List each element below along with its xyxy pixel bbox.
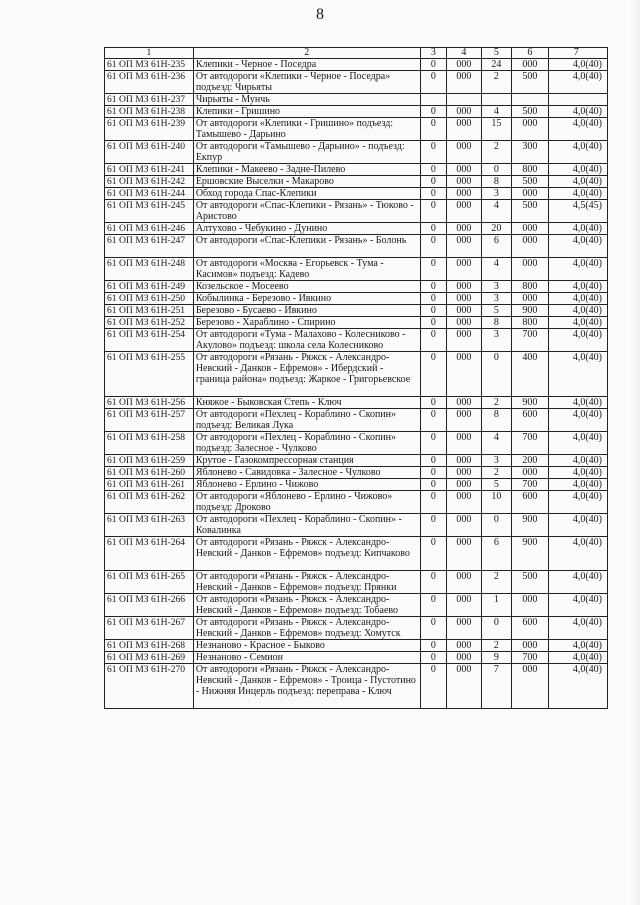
row-c3: 0 (420, 352, 446, 397)
row-name: От автодороги «Спас-Клепики - Рязань» - Тюково - Аристово (193, 200, 420, 223)
row-c6: 500 (512, 571, 548, 594)
row-c5: 0 (481, 617, 512, 640)
row-name: Козельское - Мосеево (193, 281, 420, 293)
row-c5: 2 (481, 141, 512, 164)
table-row (105, 71, 608, 94)
table-row (105, 571, 608, 594)
table-header-row (105, 48, 608, 59)
row-c5: 4 (481, 106, 512, 118)
row-c5: 2 (481, 571, 512, 594)
row-c4: 000 (447, 141, 482, 164)
row-code: 61 ОП МЗ 61Н-270 (105, 664, 194, 709)
row-c6: 000 (512, 664, 548, 709)
table-row (105, 258, 608, 281)
row-c4 (447, 94, 482, 106)
row-c4: 000 (447, 432, 482, 455)
row-c6: 400 (512, 352, 548, 397)
row-c3: 0 (420, 59, 446, 71)
row-c7: 4,0(40) (548, 594, 607, 617)
row-c4: 000 (447, 317, 482, 329)
table-row (105, 164, 608, 176)
row-code: 61 ОП МЗ 61Н-246 (105, 223, 194, 235)
row-c7: 4,0(40) (548, 352, 607, 397)
row-code: 61 ОП МЗ 61Н-241 (105, 164, 194, 176)
row-c4: 000 (447, 664, 482, 709)
row-c4: 000 (447, 59, 482, 71)
row-c5: 5 (481, 479, 512, 491)
row-c4: 000 (447, 118, 482, 141)
row-c5: 8 (481, 409, 512, 432)
table-row (105, 188, 608, 200)
header-col-2: 2 (193, 48, 420, 59)
row-code: 61 ОП МЗ 61Н-256 (105, 397, 194, 409)
row-c7: 4,0(40) (548, 176, 607, 188)
table-row (105, 514, 608, 537)
row-code: 61 ОП МЗ 61Н-257 (105, 409, 194, 432)
row-c7: 4,0(40) (548, 329, 607, 352)
row-name: Ершовские Выселки - Макарово (193, 176, 420, 188)
row-c7: 4,0(40) (548, 317, 607, 329)
row-c6: 800 (512, 317, 548, 329)
row-c6: 000 (512, 223, 548, 235)
row-c7: 4,0(40) (548, 537, 607, 571)
row-c6: 600 (512, 409, 548, 432)
row-c5: 2 (481, 640, 512, 652)
row-c4: 000 (447, 594, 482, 617)
row-c6: 900 (512, 514, 548, 537)
row-name: От автодороги «Пехлец - Кораблино - Скопин» - Ковалинка (193, 514, 420, 537)
row-c3: 0 (420, 514, 446, 537)
row-c4: 000 (447, 409, 482, 432)
row-code: 61 ОП МЗ 61Н-237 (105, 94, 194, 106)
row-c3: 0 (420, 293, 446, 305)
row-name: Яблонево - Ерлино - Чижово (193, 479, 420, 491)
row-c4: 000 (447, 164, 482, 176)
row-c7: 4,0(40) (548, 59, 607, 71)
table-row (105, 640, 608, 652)
row-code: 61 ОП МЗ 61Н-248 (105, 258, 194, 281)
row-name: Клепики - Гришино (193, 106, 420, 118)
row-code: 61 ОП МЗ 61Н-239 (105, 118, 194, 141)
row-c4: 000 (447, 352, 482, 397)
row-c7 (548, 94, 607, 106)
row-c3: 0 (420, 118, 446, 141)
row-name: Крутое - Газокомпрессорная станция (193, 455, 420, 467)
row-c4: 000 (447, 571, 482, 594)
row-c6: 800 (512, 281, 548, 293)
row-code: 61 ОП МЗ 61Н-235 (105, 59, 194, 71)
row-code: 61 ОП МЗ 61Н-263 (105, 514, 194, 537)
row-c6: 000 (512, 118, 548, 141)
header-col-6: 6 (512, 48, 548, 59)
row-c5: 8 (481, 176, 512, 188)
row-c4: 000 (447, 281, 482, 293)
row-code: 61 ОП МЗ 61Н-266 (105, 594, 194, 617)
row-code: 61 ОП МЗ 61Н-254 (105, 329, 194, 352)
row-c3: 0 (420, 188, 446, 200)
table-row (105, 594, 608, 617)
row-c6: 000 (512, 293, 548, 305)
row-code: 61 ОП МЗ 61Н-255 (105, 352, 194, 397)
row-c5: 20 (481, 223, 512, 235)
row-c6: 200 (512, 455, 548, 467)
row-c7: 4,0(40) (548, 188, 607, 200)
table-row (105, 432, 608, 455)
header-col-1: 1 (105, 48, 194, 59)
header-col-4: 4 (447, 48, 482, 59)
row-code: 61 ОП МЗ 61Н-267 (105, 617, 194, 640)
row-name: От автодороги «Спас-Клепики - Рязань» - Болонь (193, 235, 420, 258)
row-name: От автодороги «Рязань - Ряжск - Александро-Невский - Данков - Ефремов» подъезд: Кипчаково (193, 537, 420, 571)
row-c3: 0 (420, 617, 446, 640)
row-c6: 800 (512, 164, 548, 176)
row-c6: 000 (512, 258, 548, 281)
row-name: Обход города Спас-Клепики (193, 188, 420, 200)
row-c4: 000 (447, 223, 482, 235)
row-c7: 4,0(40) (548, 467, 607, 479)
row-c6: 000 (512, 594, 548, 617)
row-c7: 4,0(40) (548, 141, 607, 164)
row-c5: 9 (481, 652, 512, 664)
row-c7: 4,0(40) (548, 235, 607, 258)
row-code: 61 ОП МЗ 61Н-261 (105, 479, 194, 491)
row-c4: 000 (447, 329, 482, 352)
row-name: Княжое - Быковская Степь - Ключ (193, 397, 420, 409)
row-c6: 500 (512, 106, 548, 118)
row-name: Кобылинка - Березово - Ивкино (193, 293, 420, 305)
row-c5: 15 (481, 118, 512, 141)
table-row (105, 200, 608, 223)
row-code: 61 ОП МЗ 61Н-238 (105, 106, 194, 118)
row-c3: 0 (420, 223, 446, 235)
row-code: 61 ОП МЗ 61Н-265 (105, 571, 194, 594)
row-c4: 000 (447, 479, 482, 491)
table-row (105, 141, 608, 164)
table-row (105, 305, 608, 317)
row-name: От автодороги «Клепики - Черное - Поседра» подъезд: Чирьяты (193, 71, 420, 94)
row-c5 (481, 94, 512, 106)
row-c3: 0 (420, 176, 446, 188)
row-c3: 0 (420, 491, 446, 514)
row-c7: 4,0(40) (548, 293, 607, 305)
row-c4: 000 (447, 200, 482, 223)
table-row (105, 467, 608, 479)
row-name: От автодороги «Пехлец - Кораблино - Скопин» подъезд: Великая Лука (193, 409, 420, 432)
row-c6: 700 (512, 652, 548, 664)
table-row (105, 329, 608, 352)
row-c4: 000 (447, 235, 482, 258)
row-c5: 3 (481, 293, 512, 305)
row-c3: 0 (420, 235, 446, 258)
row-c4: 000 (447, 652, 482, 664)
row-c6: 500 (512, 71, 548, 94)
row-c5: 1 (481, 594, 512, 617)
row-c5: 2 (481, 467, 512, 479)
row-c7: 4,0(40) (548, 455, 607, 467)
table-row (105, 479, 608, 491)
row-c3: 0 (420, 455, 446, 467)
row-c3: 0 (420, 141, 446, 164)
row-code: 61 ОП МЗ 61Н-258 (105, 432, 194, 455)
row-c3: 0 (420, 640, 446, 652)
row-name: От автодороги «Рязань - Ряжск - Александро-Невский - Данков - Ефремов» подъезд: Прянки (193, 571, 420, 594)
row-name: От автодороги «Рязань - Ряжск - Александро-Невский - Данков - Ефремов» подъезд: Хомутск (193, 617, 420, 640)
table-row (105, 409, 608, 432)
row-c7: 4,5(45) (548, 200, 607, 223)
table-row (105, 176, 608, 188)
row-c3: 0 (420, 467, 446, 479)
row-c6: 000 (512, 59, 548, 71)
row-c6: 900 (512, 305, 548, 317)
row-c6: 700 (512, 479, 548, 491)
row-c5: 0 (481, 514, 512, 537)
table-row (105, 235, 608, 258)
row-c7: 4,0(40) (548, 106, 607, 118)
row-name: Незнаново - Красное - Быково (193, 640, 420, 652)
row-code: 61 ОП МЗ 61Н-269 (105, 652, 194, 664)
row-c3: 0 (420, 409, 446, 432)
row-c5: 6 (481, 235, 512, 258)
row-c7: 4,0(40) (548, 223, 607, 235)
row-c6: 500 (512, 200, 548, 223)
row-c6: 600 (512, 491, 548, 514)
table-row (105, 106, 608, 118)
row-c3: 0 (420, 571, 446, 594)
row-c3: 0 (420, 281, 446, 293)
row-c4: 000 (447, 455, 482, 467)
row-c3: 0 (420, 164, 446, 176)
table-row (105, 59, 608, 71)
row-c4: 000 (447, 176, 482, 188)
row-c3: 0 (420, 652, 446, 664)
row-c6: 900 (512, 397, 548, 409)
row-c7: 4,0(40) (548, 258, 607, 281)
row-c7: 4,0(40) (548, 479, 607, 491)
header-col-5: 5 (481, 48, 512, 59)
row-name: Алтухово - Чебукино - Дунино (193, 223, 420, 235)
row-c6: 000 (512, 467, 548, 479)
row-c4: 000 (447, 617, 482, 640)
table-row (105, 652, 608, 664)
row-c3: 0 (420, 71, 446, 94)
row-c3: 0 (420, 479, 446, 491)
row-c4: 000 (447, 106, 482, 118)
row-code: 61 ОП МЗ 61Н-252 (105, 317, 194, 329)
row-c4: 000 (447, 71, 482, 94)
row-c3: 0 (420, 305, 446, 317)
row-c5: 24 (481, 59, 512, 71)
row-c5: 3 (481, 329, 512, 352)
row-c6: 900 (512, 537, 548, 571)
row-name: От автодороги «Рязань - Ряжск - Александро-Невский - Данков - Ефремов» - Троица - Пустотино - Нижняя Инцерль подъезд: переправа - Ключ (193, 664, 420, 709)
row-name: Березово - Бусаево - Ивкино (193, 305, 420, 317)
scan-edge-shadow (630, 0, 640, 905)
row-c5: 6 (481, 537, 512, 571)
table-row (105, 352, 608, 397)
table-row (105, 223, 608, 235)
row-name: Яблонево - Савидовка - Залесное - Чулково (193, 467, 420, 479)
row-code: 61 ОП МЗ 61Н-242 (105, 176, 194, 188)
row-c7: 4,0(40) (548, 305, 607, 317)
row-c7: 4,0(40) (548, 281, 607, 293)
table-row (105, 94, 608, 106)
row-code: 61 ОП МЗ 61Н-249 (105, 281, 194, 293)
row-c3: 0 (420, 200, 446, 223)
row-c7: 4,0(40) (548, 432, 607, 455)
row-c3: 0 (420, 594, 446, 617)
row-code: 61 ОП МЗ 61Н-244 (105, 188, 194, 200)
row-c5: 0 (481, 352, 512, 397)
row-c7: 4,0(40) (548, 71, 607, 94)
row-c6 (512, 94, 548, 106)
row-name: От автодороги «Яблонево - Ерлино - Чижово» подъезд: Дроково (193, 491, 420, 514)
table-row (105, 281, 608, 293)
row-c6: 500 (512, 176, 548, 188)
row-c5: 3 (481, 281, 512, 293)
row-name: От автодороги «Клепики - Гришино» подъезд: Тамышево - Дарьино (193, 118, 420, 141)
row-code: 61 ОП МЗ 61Н-240 (105, 141, 194, 164)
row-c5: 2 (481, 71, 512, 94)
row-c7: 4,0(40) (548, 640, 607, 652)
row-c4: 000 (447, 514, 482, 537)
row-c3: 0 (420, 317, 446, 329)
row-c4: 000 (447, 397, 482, 409)
row-name: Клепики - Макеево - Задне-Пилево (193, 164, 420, 176)
row-c5: 5 (481, 305, 512, 317)
row-c6: 600 (512, 617, 548, 640)
row-c3: 0 (420, 537, 446, 571)
row-c7: 4,0(40) (548, 571, 607, 594)
row-c6: 700 (512, 432, 548, 455)
table-body (105, 59, 608, 709)
header-col-7: 7 (548, 48, 607, 59)
row-name: От автодороги «Тамышево - Дарьино» - подъезд: Екпур (193, 141, 420, 164)
row-c5: 3 (481, 188, 512, 200)
row-name: Незнаново - Семион (193, 652, 420, 664)
row-code: 61 ОП МЗ 61Н-245 (105, 200, 194, 223)
page-number: 8 (316, 6, 324, 23)
row-c6: 000 (512, 235, 548, 258)
row-c3: 0 (420, 329, 446, 352)
row-c5: 4 (481, 200, 512, 223)
row-c4: 000 (447, 640, 482, 652)
row-c5: 0 (481, 164, 512, 176)
table-row (105, 617, 608, 640)
table-row (105, 317, 608, 329)
row-code: 61 ОП МЗ 61Н-251 (105, 305, 194, 317)
row-c5: 3 (481, 455, 512, 467)
row-c5: 7 (481, 664, 512, 709)
row-c4: 000 (447, 467, 482, 479)
row-c4: 000 (447, 537, 482, 571)
row-name: Березово - Хараблино - Спирино (193, 317, 420, 329)
row-code: 61 ОП МЗ 61Н-268 (105, 640, 194, 652)
row-c4: 000 (447, 258, 482, 281)
row-c6: 700 (512, 329, 548, 352)
row-c4: 000 (447, 305, 482, 317)
row-c6: 000 (512, 188, 548, 200)
row-code: 61 ОП МЗ 61Н-250 (105, 293, 194, 305)
table-row (105, 397, 608, 409)
row-c3: 0 (420, 258, 446, 281)
row-c7: 4,0(40) (548, 514, 607, 537)
row-name: От автодороги «Рязань - Ряжск - Александро-Невский - Данков - Ефремов» - Ибердский - граница района» подъезд: Жаркое - Григорьевское (193, 352, 420, 397)
row-c3: 0 (420, 432, 446, 455)
row-code: 61 ОП МЗ 61Н-260 (105, 467, 194, 479)
header-col-3: 3 (420, 48, 446, 59)
row-c7: 4,0(40) (548, 617, 607, 640)
row-c5: 4 (481, 258, 512, 281)
row-c7: 4,0(40) (548, 652, 607, 664)
table-row (105, 664, 608, 709)
row-code: 61 ОП МЗ 61Н-264 (105, 537, 194, 571)
table-row (105, 293, 608, 305)
row-c4: 000 (447, 491, 482, 514)
row-c3: 0 (420, 397, 446, 409)
row-c4: 000 (447, 188, 482, 200)
row-name: Клепики - Черное - Поседра (193, 59, 420, 71)
row-c5: 10 (481, 491, 512, 514)
row-name: От автодороги «Рязань - Ряжск - Александро-Невский - Данков - Ефремов» подъезд: Тобаево (193, 594, 420, 617)
row-c5: 8 (481, 317, 512, 329)
row-c7: 4,0(40) (548, 664, 607, 709)
row-code: 61 ОП МЗ 61Н-247 (105, 235, 194, 258)
row-c6: 300 (512, 141, 548, 164)
roads-table (104, 47, 608, 709)
table-row (105, 455, 608, 467)
row-c5: 4 (481, 432, 512, 455)
row-c7: 4,0(40) (548, 164, 607, 176)
row-name: От автодороги «Москва - Егорьевск - Тума - Касимов» подъезд: Кадево (193, 258, 420, 281)
row-c7: 4,0(40) (548, 118, 607, 141)
row-c7: 4,0(40) (548, 409, 607, 432)
row-code: 61 ОП МЗ 61Н-259 (105, 455, 194, 467)
row-c4: 000 (447, 293, 482, 305)
table-row (105, 118, 608, 141)
table-row (105, 491, 608, 514)
row-c5: 2 (481, 397, 512, 409)
row-c7: 4,0(40) (548, 491, 607, 514)
table-row (105, 537, 608, 571)
row-code: 61 ОП МЗ 61Н-236 (105, 71, 194, 94)
row-c3 (420, 94, 446, 106)
row-c7: 4,0(40) (548, 397, 607, 409)
row-name: От автодороги «Тума - Малахово - Колесниково - Акулово» подъезд: школа села Колесниково (193, 329, 420, 352)
row-name: Чирьяты - Мунчь (193, 94, 420, 106)
row-code: 61 ОП МЗ 61Н-262 (105, 491, 194, 514)
row-c3: 0 (420, 106, 446, 118)
row-name: От автодороги «Пехлец - Кораблино - Скопин» подъезд: Залесное - Чулково (193, 432, 420, 455)
row-c6: 000 (512, 640, 548, 652)
row-c3: 0 (420, 664, 446, 709)
